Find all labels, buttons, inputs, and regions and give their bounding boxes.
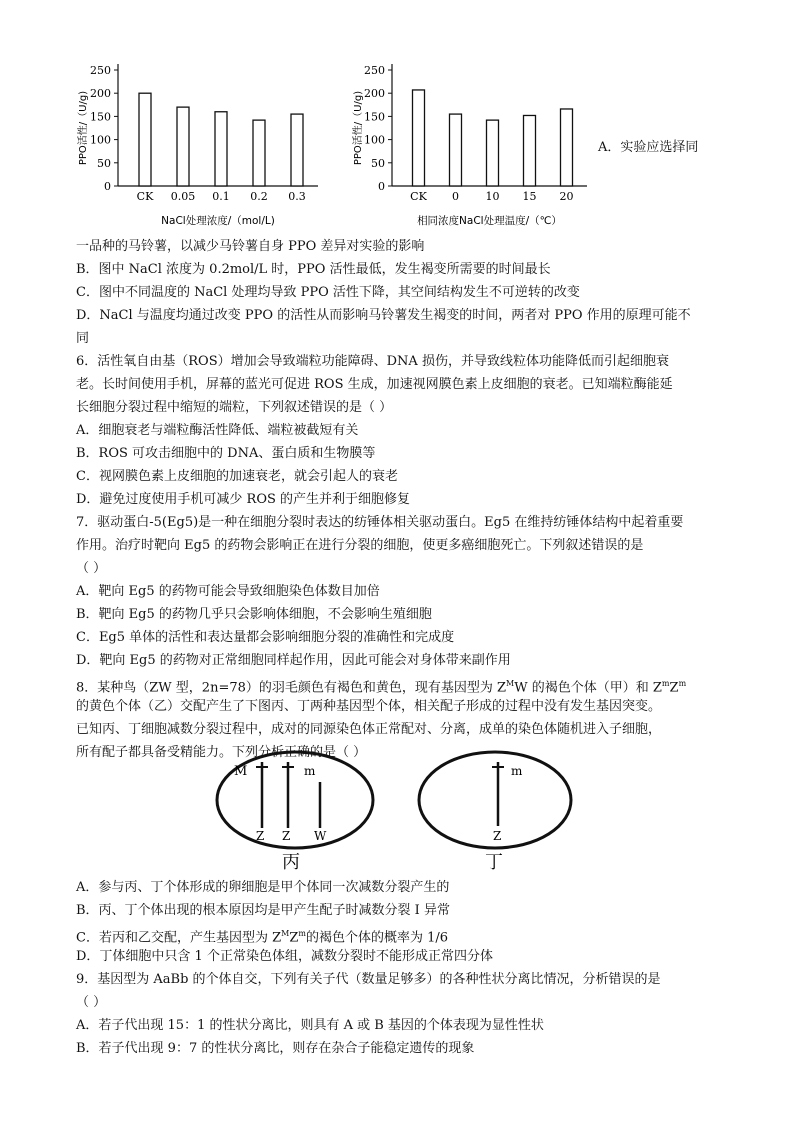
y-tick-label: 150: [364, 110, 385, 124]
bar: [215, 112, 227, 186]
q8-line-2: 的黄色个体（乙）交配产生了下图丙、丁两种基因型个体，相关配子形成的过程中没有发生基因突变。: [76, 699, 662, 714]
q8-option-a: A．参与丙、丁个体形成的卵细胞是甲个体同一次减数分裂产生的: [76, 880, 450, 895]
x-tick-label: CK: [410, 190, 427, 203]
q9-option-a: A．若子代出现 15：1 的性状分离比，则具有 A 或 B 基因的个体表现为显性性状: [76, 1018, 544, 1033]
y-tick-label: 50: [97, 156, 111, 170]
text-line: 同: [76, 331, 90, 346]
svg-text:Z: Z: [493, 829, 502, 843]
x-axis-label: 相同浓度NaCl处理温度/（℃）: [417, 215, 562, 227]
text-line: 老。长时间使用手机，屏幕的蓝光可促进 ROS 生成，加速视网膜色素上皮细胞的衰老。已知端粒酶能延: [76, 377, 673, 392]
x-axis-label: NaCl处理浓度/（mol/L): [161, 215, 275, 227]
q9-stem-bracket: （ ）: [76, 995, 107, 1010]
chart-nacl-temperature: [345, 58, 595, 233]
x-tick-label: 0.05: [170, 190, 196, 203]
q8-line-4: 所有配子都具备受精能力。下列分析正确的是（ ）: [76, 745, 367, 760]
svg-text:Z: Z: [282, 829, 291, 843]
y-axis-label: PPO活性/（U/g): [353, 90, 364, 166]
text-line: 作用。治疗时靶向 Eg5 的药物会影响正在进行分裂的细胞，使更多癌细胞死亡。下列叙述错误的是: [76, 538, 644, 553]
text-line: C．Eg5 单体的活性和表达量都会影响细胞分裂的准确性和完成度: [76, 630, 455, 645]
bar: [450, 114, 462, 186]
text-line: A．靶向 Eg5 的药物可能会导致细胞染色体数目加倍: [76, 584, 380, 599]
text-line: C．图中不同温度的 NaCl 处理均导致 PPO 活性下降，其空间结构发生不可逆转的改变: [76, 285, 580, 300]
text-line: 一品种的马铃薯，以减少马铃薯自身 PPO 差异对实验的影响: [76, 239, 425, 254]
text-line: 7．驱动蛋白-5(Eg5)是一种在细胞分裂时表达的纺锤体相关驱动蛋白。Eg5 在维持纺锤体结构中起着重要: [76, 515, 684, 530]
chart-nacl-concentration: [70, 58, 330, 233]
q8-line-1: 8．某种鸟（ZW 型，2n=78）的羽毛颜色有褐色和黄色，现有基因型为 $Z^MW$ 的褐色个体（甲）和 $Z^mZ^m$: [76, 679, 687, 696]
option-a-start: A．实验应选择同: [598, 140, 699, 155]
bar: [487, 120, 499, 186]
x-tick-label: 0.3: [288, 190, 306, 203]
cell-bing-label: 丙: [282, 852, 300, 873]
y-tick-label: 0: [104, 180, 111, 193]
x-tick-label: 0: [452, 190, 459, 203]
x-tick-label: 15: [522, 190, 537, 203]
q9-stem: 9．基因型为 AaBb 的个体自交，下列有关子代（数量足够多）的各种性状分离比情况，分析错误的是: [76, 972, 661, 987]
text-line: A．细胞衰老与端粒酶活性降低、端粒被截短有关: [76, 423, 359, 438]
bar: [139, 93, 151, 186]
x-tick-label: 10: [485, 190, 500, 203]
q9-option-b: B．若子代出现 9：7 的性状分离比，则存在杂合子能稳定遗传的现象: [76, 1041, 475, 1056]
text-line: B．靶向 Eg5 的药物几乎只会影响体细胞，不会影响生殖细胞: [76, 607, 432, 622]
y-tick-label: 100: [364, 133, 385, 147]
x-tick-label: CK: [136, 190, 154, 203]
q8-option-c: C．若丙和乙交配，产生基因型为 $Z^MZ^m$的褐色个体的概率为 1/6: [76, 929, 449, 946]
y-tick-label: 250: [90, 64, 111, 77]
cell-diagram: [210, 748, 590, 878]
cell-ding-label: 丁: [485, 852, 503, 873]
text-line: B．图中 NaCl 浓度为 0.2mol/L 时，PPO 活性最低，发生褐变所需要的时间最长: [76, 262, 551, 277]
gene-M-label: M: [234, 764, 248, 779]
y-tick-label: 200: [364, 87, 385, 101]
y-tick-label: 150: [90, 110, 111, 124]
x-tick-label: 20: [559, 190, 574, 203]
bar: [291, 114, 303, 186]
bar: [524, 115, 536, 186]
text-line: C．视网膜色素上皮细胞的加速衰老，就会引起人的衰老: [76, 469, 398, 484]
text-line: D．避免过度使用手机可减少 ROS 的产生并利于细胞修复: [76, 492, 411, 507]
q8-option-b: B．丙、丁个体出现的根本原因均是甲产生配子时减数分裂 I 异常: [76, 903, 450, 918]
x-tick-label: 0.2: [250, 190, 268, 203]
x-tick-label: 0.1: [212, 190, 230, 203]
text-line: D．NaCl 与温度均通过改变 PPO 的活性从而影响马铃薯发生褐变的时间，两者对 PPO 作用的原理可能不: [76, 308, 691, 323]
text-line: B．ROS 可攻击细胞中的 DNA、蛋白质和生物膜等: [76, 446, 376, 461]
q8-option-d: D．丁体细胞中只含 1 个正常染色体组，减数分裂时不能形成正常四分体: [76, 949, 493, 964]
q8-line-3: 已知丙、丁细胞减数分裂过程中，成对的同源染色体正常配对、分离，成单的染色体随机进入子细胞，: [76, 722, 662, 737]
bar: [177, 107, 189, 186]
text-line: （ ）: [76, 561, 107, 576]
y-tick-label: 0: [378, 180, 385, 193]
bar: [561, 109, 573, 186]
bar: [413, 90, 425, 186]
gene-m-label: m: [304, 764, 316, 778]
y-axis-label: PPO活性/（U/g): [78, 90, 89, 166]
svg-text:m: m: [511, 764, 523, 778]
y-tick-label: 250: [364, 64, 385, 77]
bar: [253, 120, 265, 186]
text-line: D．靶向 Eg5 的药物对正常细胞同样起作用，因此可能会对身体带来副作用: [76, 653, 511, 668]
y-tick-label: 100: [90, 133, 111, 147]
y-tick-label: 200: [90, 87, 111, 101]
text-line: 长细胞分裂过程中缩短的端粒，下列叙述错误的是（ ）: [76, 400, 393, 415]
svg-text:Z: Z: [256, 829, 265, 843]
svg-text:W: W: [314, 829, 327, 843]
y-tick-label: 50: [371, 156, 385, 170]
text-line: 6．活性氧自由基（ROS）增加会导致端粒功能障碍、DNA 损伤，并导致线粒体功能降低而引起细胞衰: [76, 354, 669, 369]
